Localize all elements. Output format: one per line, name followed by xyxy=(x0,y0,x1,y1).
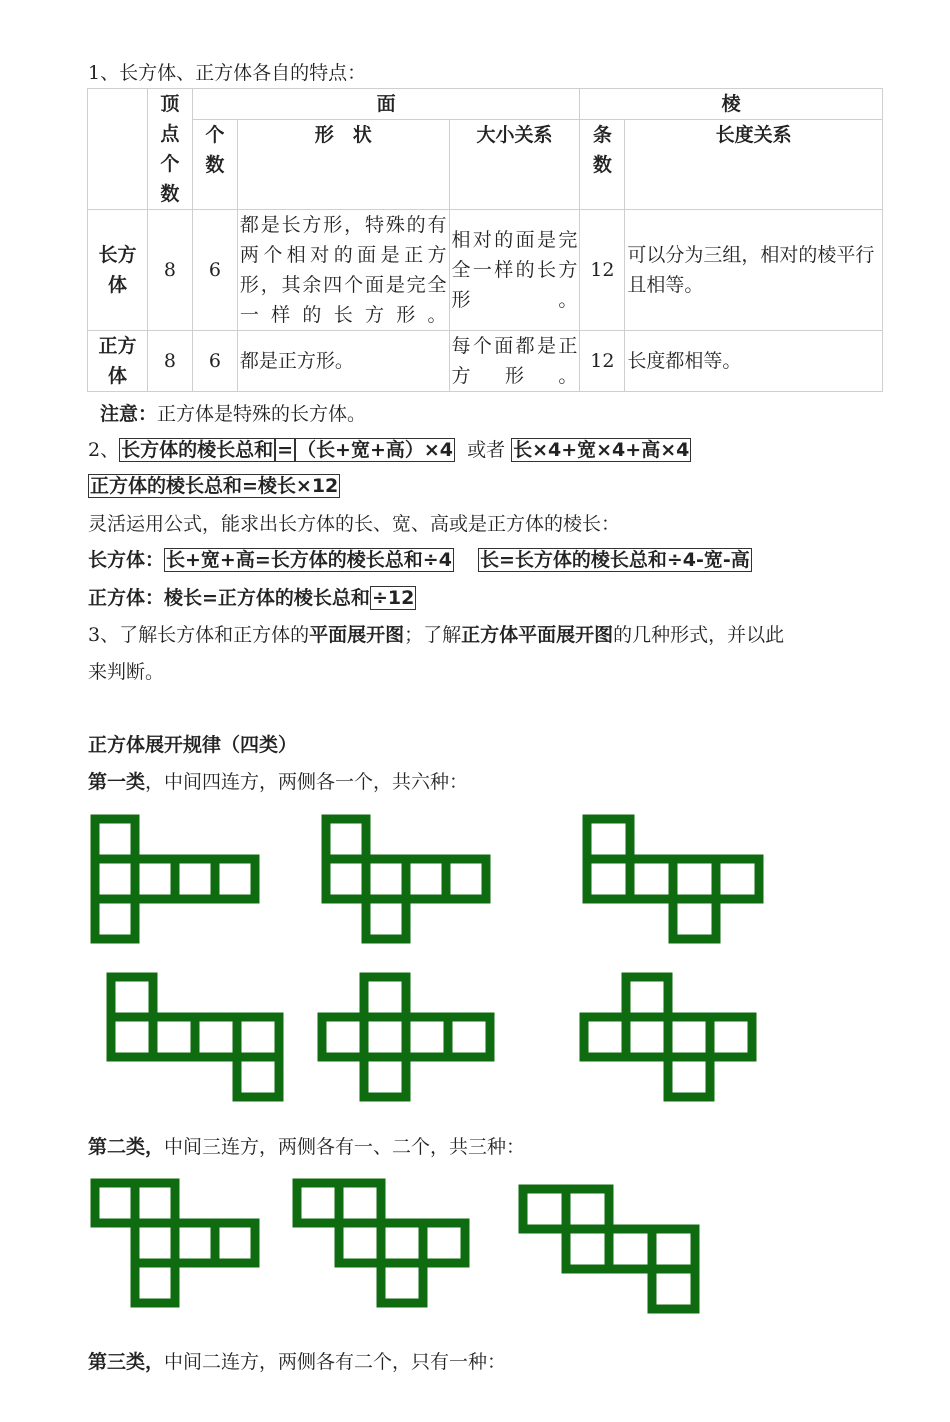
cube-net-2-3 xyxy=(523,1189,698,1319)
corner-cell xyxy=(88,89,148,210)
cuboid-edge-length: 可以分为三组，相对的棱平行且相等。 xyxy=(625,210,883,331)
header-face-count: 个数 xyxy=(192,120,237,210)
header-vertex-count: 顶点个数 xyxy=(147,89,192,210)
cube-label: 正方体： xyxy=(88,587,165,609)
cuboid-edges: 12 xyxy=(580,210,625,331)
header-face-shape: 形 状 xyxy=(237,120,449,210)
category-2-text: 中间三连方，两侧各有一、二个，共三种： xyxy=(164,1136,526,1158)
cube-face-size: 每个面都是正方形。 xyxy=(449,331,580,392)
section-3-text-c: 的几种形式，并以此 xyxy=(613,624,785,646)
note-line xyxy=(100,401,366,427)
category-1-line xyxy=(88,769,468,795)
formula-cuboid-edge-sum: 长方体的棱长总和 xyxy=(121,439,274,461)
category-2-line xyxy=(88,1134,525,1160)
properties-table xyxy=(87,88,883,392)
section-3-text-b: ；了解 xyxy=(404,624,462,646)
cuboid-formula-2: 长=长方体的棱长总和÷4-宽-高 xyxy=(479,549,750,571)
formula-or: 或者 xyxy=(467,439,506,461)
section-3-bold-b: 正方体平面展开图 xyxy=(461,624,614,646)
section-3-bold-a: 平面展开图 xyxy=(309,624,405,646)
cuboid-vertices: 8 xyxy=(147,210,192,331)
table-row-cuboid xyxy=(88,210,883,331)
category-3-line xyxy=(88,1349,506,1375)
cube-net-1-3 xyxy=(587,819,767,949)
cube-formula-line xyxy=(88,585,416,611)
section-3-line-2: 来判断。 xyxy=(88,661,165,683)
section-2-number: 2、 xyxy=(88,439,120,461)
cube-vertices: 8 xyxy=(147,331,192,392)
formula-expanded: 长×4+宽×4+高×4 xyxy=(513,439,690,461)
formula-equals: = xyxy=(277,439,294,461)
header-face-size: 大小关系 xyxy=(449,120,580,210)
cuboid-formula-1: 长+宽+高=长方体的棱长总和÷4 xyxy=(166,549,452,571)
section-1-title: 1、长方体、正方体各自的特点： xyxy=(88,62,367,84)
header-face: 面 xyxy=(192,89,579,120)
category-2-label: 第二类， xyxy=(88,1136,165,1158)
cube-edges: 12 xyxy=(580,331,625,392)
note-text: 正方体是特殊的长方体。 xyxy=(157,403,367,425)
cuboid-label: 长方体： xyxy=(88,549,165,571)
row-name-cuboid: 长方体 xyxy=(88,210,148,331)
cube-face-shape: 都是正方形。 xyxy=(237,331,449,392)
table-row-cube xyxy=(88,331,883,392)
formula-cube-edge-sum: 正方体的棱长总和=棱长×12 xyxy=(90,475,339,497)
category-1-label: 第一类 xyxy=(88,771,146,793)
flex-usage-text: 灵活运用公式，能求出长方体的长、宽、高或是正方体的棱长： xyxy=(88,513,621,535)
category-3-label: 第三类， xyxy=(88,1351,165,1373)
cuboid-face-size: 相对的面是完全一样的长方形。 xyxy=(449,210,580,331)
cube-net-2-1 xyxy=(95,1183,260,1313)
header-edge-length: 长度关系 xyxy=(625,120,883,210)
cuboid-faces: 6 xyxy=(192,210,237,331)
cube-net-1-1 xyxy=(95,819,260,949)
note-label: 注意： xyxy=(100,403,158,425)
category-1-text: ，中间四连方，两侧各一个，共六种： xyxy=(145,771,469,793)
cube-net-2-2 xyxy=(297,1183,469,1313)
cube-faces: 6 xyxy=(192,331,237,392)
cuboid-face-shape: 都是长方形，特殊的有两个相对的面是正方形，其余四个面是完全一样的长方形。 xyxy=(237,210,449,331)
section-3-line-1 xyxy=(88,622,784,648)
formula-cube-line xyxy=(88,473,340,499)
cube-formula-2: ÷12 xyxy=(371,587,415,609)
cube-net-1-2 xyxy=(326,819,491,949)
cube-net-1-5 xyxy=(322,977,492,1107)
formula-sum-times-4: （长+宽+高）×4 xyxy=(297,439,454,461)
header-edge: 棱 xyxy=(580,89,883,120)
section-3-text-a: 3、了解长方体和正方体的 xyxy=(88,624,310,646)
cube-net-1-4 xyxy=(111,977,283,1107)
header-edge-count: 条数 xyxy=(580,120,625,210)
cube-edge-length: 长度都相等。 xyxy=(625,331,883,392)
cuboid-formula-line xyxy=(88,547,752,573)
category-3-text: 中间二连方，两侧各有二个，只有一种： xyxy=(164,1351,507,1373)
cube-net-1-6 xyxy=(584,977,754,1107)
section-2-formula-line xyxy=(88,437,691,463)
cube-formula-1: 棱长=正方体的棱长总和 xyxy=(164,587,370,609)
unfold-title: 正方体展开规律（四类） xyxy=(88,734,298,756)
row-name-cube: 正方体 xyxy=(88,331,148,392)
